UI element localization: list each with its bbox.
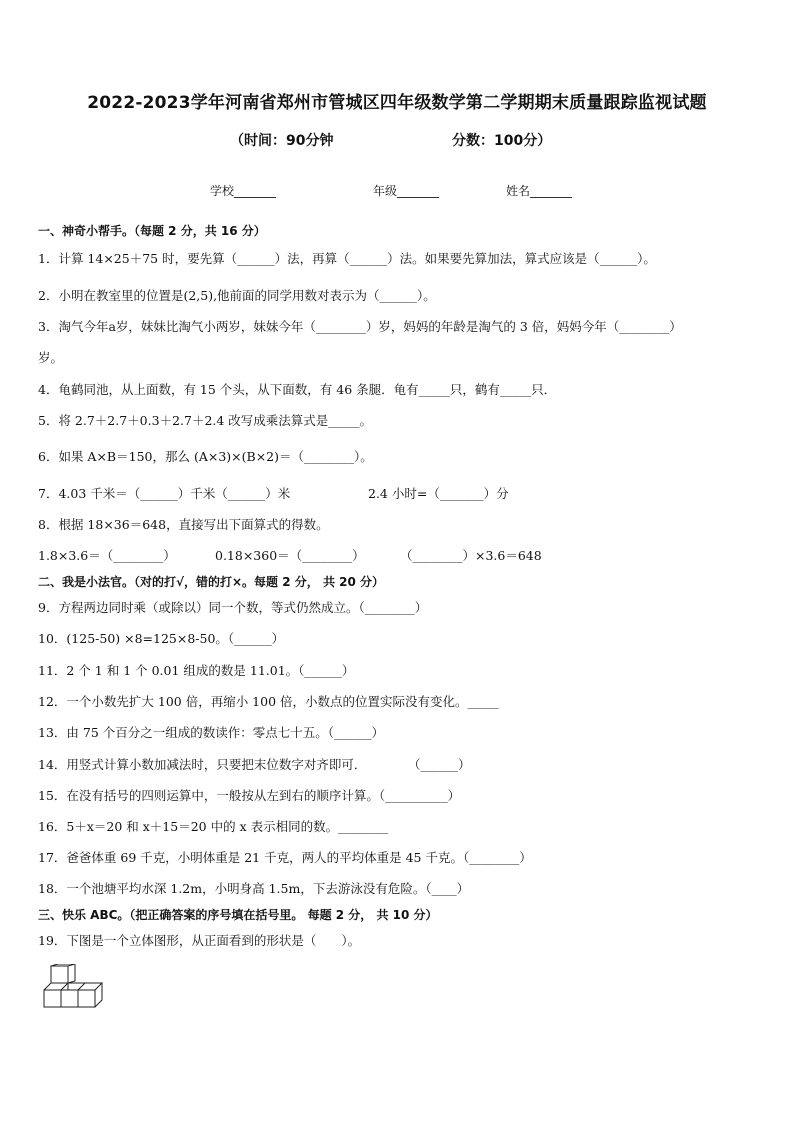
question-14-blank: （______） bbox=[408, 757, 471, 772]
question-19: 19．下图是一个立体图形，从正面看到的形状是（ ）。 bbox=[38, 933, 361, 948]
question-3: 3．淘气今年a岁，妹妹比淘气小两岁，妹妹今年（________）岁，妈妈的年龄是淘气的 3 倍，妈妈今年（________） bbox=[38, 319, 682, 334]
question-10: 10．(125-50) ×8=125×8-50。（______） bbox=[38, 631, 285, 646]
page-title: 2022-2023学年河南省郑州市管城区四年级数学第二学期期末质量跟踪监视试题 bbox=[87, 93, 707, 113]
school-field[interactable]: 学校_______ bbox=[210, 184, 277, 198]
cube-3 bbox=[78, 990, 95, 1007]
question-7a: 7．4.03 千米＝（______）千米（______）米 bbox=[38, 486, 291, 501]
grade-field[interactable]: 年级_______ bbox=[373, 184, 440, 198]
cube-2 bbox=[61, 990, 78, 1007]
question-8a: 1.8×3.6＝（________） bbox=[38, 548, 176, 563]
question-11: 11．2 个 1 和 1 个 0.01 组成的数是 11.01。（______） bbox=[38, 663, 355, 678]
question-8b: 0.18×360＝（________） bbox=[215, 548, 365, 563]
question-12: 12．一个小数先扩大 100 倍，再缩小 100 倍，小数点的位置实际没有变化。_____ bbox=[38, 694, 499, 709]
question-18: 18．一个池塘平均水深 1.2m，小明身高 1.5m，下去游泳没有危险。（____） bbox=[38, 881, 470, 896]
name-field[interactable]: 姓名_______ bbox=[506, 184, 573, 198]
question-7b: 2.4 小时=（_______）分 bbox=[368, 486, 509, 501]
exam-time: （时间：90分钟 bbox=[230, 133, 334, 149]
question-1: 1．计算 14×25＋75 时，要先算（______）法，再算（______）法。如果要先算加法，算式应该是（______）。 bbox=[38, 251, 656, 266]
cube-top bbox=[51, 966, 68, 983]
question-6: 6．如果 A×B＝150，那么 (A×3)×(B×2)＝（________）。 bbox=[38, 449, 373, 464]
question-3-cont: 岁。 bbox=[38, 350, 64, 365]
question-4: 4．龟鹤同池，从上面数，有 15 个头，从下面数，有 46 条腿．龟有_____只，鹤有_____只． bbox=[38, 382, 557, 397]
question-14: 14．用竖式计算小数加减法时，只要把末位数字对齐即可． bbox=[38, 757, 367, 772]
section-heading-1: 一、神奇小帮手。（每题 2 分，共 16 分） bbox=[38, 224, 266, 238]
question-2: 2．小明在教室里的位置是(2,5),他前面的同学用数对表示为（______）。 bbox=[38, 288, 436, 303]
cube-1 bbox=[44, 990, 61, 1007]
exam-score: 分数：100分） bbox=[452, 133, 552, 149]
question-17: 17．爸爸体重 69 千克，小明体重是 21 千克，两人的平均体重是 45 千克。（________） bbox=[38, 850, 532, 865]
question-15: 15．在没有括号的四则运算中，一般按从左到右的顺序计算。（__________） bbox=[38, 788, 461, 803]
section-heading-2: 二、我是小法官。（对的打√，错的打×。每题 2 分， 共 20 分） bbox=[38, 575, 384, 589]
question-9: 9．方程两边同时乘（或除以）同一个数，等式仍然成立。（________） bbox=[38, 600, 428, 615]
question-5: 5．将 2.7＋2.7＋0.3＋2.7＋2.4 改写成乘法算式是_____。 bbox=[38, 413, 373, 428]
section-heading-3: 三、快乐 ABC。（把正确答案的序号填在括号里。 每题 2 分， 共 10 分） bbox=[38, 908, 438, 922]
question-8: 8．根据 18×36＝648，直接写出下面算式的得数。 bbox=[38, 517, 329, 532]
question-8c: （________）×3.6＝648 bbox=[400, 548, 542, 563]
question-16: 16．5＋x＝20 和 x＋15＝20 中的 x 表示相同的数。________ bbox=[38, 819, 389, 834]
question-13: 13．由 75 个百分之一组成的数读作：零点七十五。（______） bbox=[38, 725, 385, 740]
cube-figure bbox=[42, 964, 112, 1014]
